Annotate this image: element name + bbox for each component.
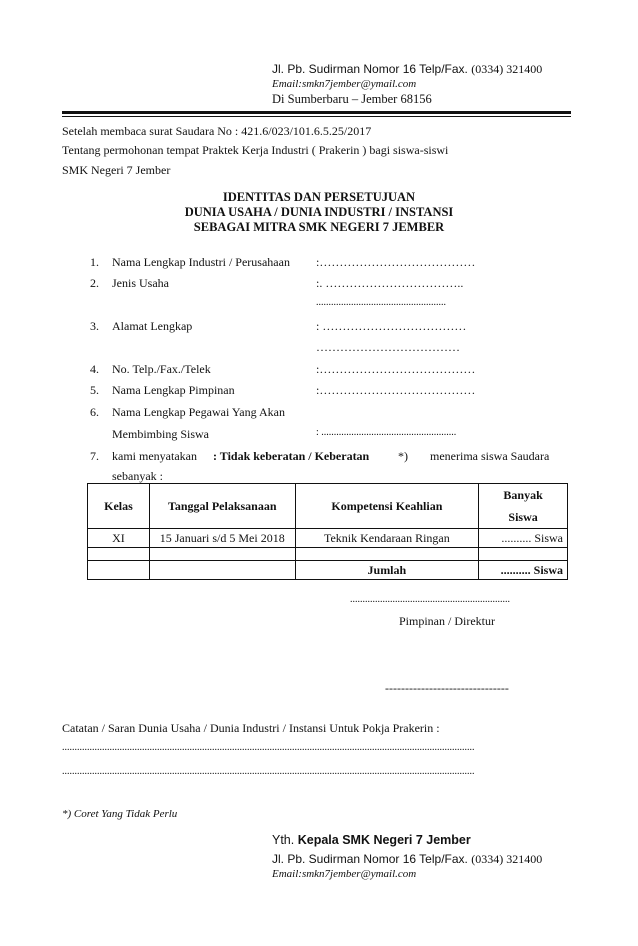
document-title-2: DUNIA USAHA / DUNIA INDUSTRI / INSTANSI (184, 205, 454, 219)
field-number: 6. (90, 405, 99, 419)
table-cell: .......... Siswa (479, 529, 568, 548)
signature-title: Pimpinan / Direktur (399, 614, 495, 628)
field-value-address-2: ……………………………… (316, 340, 460, 354)
footer-addressee-prefix: Yth. (272, 833, 295, 847)
table-header-cell (479, 484, 568, 529)
footer-address: Jl. Pb. Sudirman Nomor 16 Telp/Fax. (0334) 321400 (272, 852, 543, 866)
footer-phone: (0334) 321400 (471, 852, 543, 866)
document-title-3: SEBAGAI MITRA SMK NEGERI 7 JEMBER (193, 220, 445, 234)
header-phone: (0334) 321400 (471, 62, 543, 76)
footer-addressee-name: Kepala SMK Negeri 7 Jember (297, 833, 471, 847)
field-number: 3. (90, 319, 99, 333)
field-label-business-type: Jenis Usaha (112, 276, 169, 290)
table-total-label: Jumlah (295, 561, 479, 580)
table-cell (295, 548, 479, 561)
field-label-supervisor: Nama Lengkap Pegawai Yang Akan (112, 405, 285, 419)
table-header-line: Siswa (508, 510, 538, 524)
statement-prefix: kami menyatakan (112, 449, 197, 463)
intro-line-3: SMK Negeri 7 Jember (62, 163, 171, 177)
intro-line-1: Setelah membaca surat Saudara No : 421.6/023/101.6.5.25/2017 (62, 124, 372, 138)
table-header-cell: Kelas (88, 484, 150, 529)
header-divider-thin (62, 116, 571, 117)
field-label-leader: Nama Lengkap Pimpinan (112, 383, 235, 397)
field-label-address: Alamat Lengkap (112, 319, 193, 333)
footer-addressee (272, 833, 471, 847)
table-header-row (88, 484, 568, 529)
table-total-row (88, 561, 568, 580)
table-cell (88, 561, 150, 580)
signature-dots: ................................................................ (350, 594, 510, 605)
header-email: Email:smkn7jember@ymail.com (272, 78, 417, 90)
field-number: 5. (90, 383, 99, 397)
field-number: 4. (90, 362, 99, 376)
field-number: 7. (90, 449, 99, 463)
statement-mark: *) (398, 449, 408, 463)
table-header-cell: Tanggal Pelaksanaan (149, 484, 295, 529)
field-number: 1. (90, 255, 99, 269)
footer-email: Email:smkn7jember@ymail.com (272, 868, 417, 880)
field-number: 2. (90, 276, 99, 290)
table-cell: Teknik Kendaraan Ringan (295, 529, 479, 548)
field-label-company-name: Nama Lengkap Industri / Perusahaan (112, 255, 290, 269)
table-cell (149, 548, 295, 561)
student-table (87, 483, 568, 580)
table-cell (149, 561, 295, 580)
table-cell: XI (88, 529, 150, 548)
signature-line: ------------------------------- (385, 681, 509, 695)
table-row (88, 548, 568, 561)
notes-line-1: ..................................................................................................................................................................... (62, 742, 475, 753)
table-row (88, 529, 568, 548)
statement-choice: : Tidak keberatan / Keberatan (213, 449, 370, 463)
table-cell: 15 Januari s/d 5 Mei 2018 (149, 529, 295, 548)
field-value-address: : ……………………………… (316, 319, 467, 333)
statement-suffix: menerima siswa Saudara (430, 449, 550, 463)
field-value-supervisor: : ...................................................... (316, 427, 457, 438)
field-label-supervisor-2: Membimbing Siswa (112, 427, 210, 441)
table-total-value: .......... Siswa (479, 561, 568, 580)
intro-line-2: Tentang permohonan tempat Praktek Kerja Industri ( Prakerin ) bagi siswa-siswi (62, 143, 449, 157)
document-title-1: IDENTITAS DAN PERSETUJUAN (222, 190, 416, 204)
table-cell (88, 548, 150, 561)
header-divider-thick (62, 111, 571, 114)
field-value-business-type-2: .................................................... (316, 297, 446, 308)
footnote: *) Coret Yang Tidak Perlu (62, 808, 178, 820)
header-city: Di Sumberbaru – Jember 68156 (272, 92, 432, 106)
table-header-cell: Kompetensi Keahlian (295, 484, 479, 529)
notes-label: Catatan / Saran Dunia Usaha / Dunia Industri / Instansi Untuk Pokja Prakerin : (62, 721, 440, 735)
table-cell (479, 548, 568, 561)
header-address: Jl. Pb. Sudirman Nomor 16 Telp/Fax. (0334) 321400 (272, 62, 543, 76)
statement-line-2: sebanyak : (112, 469, 163, 483)
table-header-line: Banyak (503, 488, 543, 502)
field-label-phone: No. Telp./Fax./Telek (112, 362, 211, 376)
notes-line-2: ..................................................................................................................................................................... (62, 766, 475, 777)
field-value-business-type: :. …………………………….. (316, 276, 464, 290)
field-value-leader: :………………………………… (316, 383, 476, 397)
field-value-phone: :………………………………… (316, 362, 476, 376)
field-value-company-name: :………………………………… (316, 255, 476, 269)
